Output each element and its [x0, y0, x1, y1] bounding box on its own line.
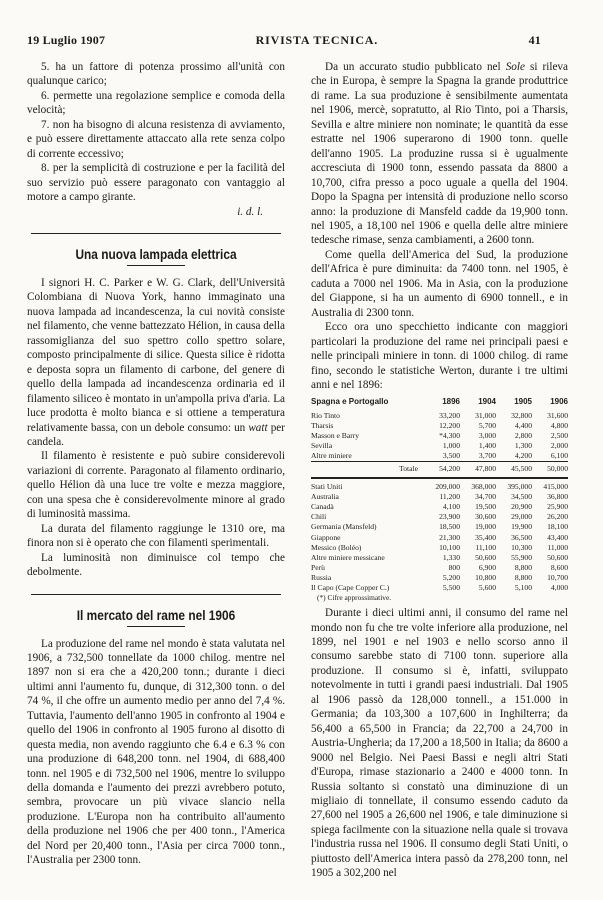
- list-item: 7. non ha bisogno di alcuna resistenza di avviamento, e può essere direttamente attaccato alla rete senza colpo di corrente eccessivo;: [27, 118, 285, 160]
- row-label: Stati Uniti: [311, 478, 424, 492]
- cell-value: 29,000: [511, 512, 532, 522]
- cell-value: 4,400: [514, 420, 532, 430]
- table-row: [311, 411, 568, 421]
- running-head: [27, 33, 541, 48]
- cell-value: *4,300: [439, 430, 460, 440]
- row-label: Chili: [311, 512, 327, 522]
- cell-value: 19,500: [475, 502, 496, 512]
- cell-value: 55,900: [511, 552, 532, 562]
- cell-value: 18,100: [547, 522, 568, 532]
- row-label: Russia: [311, 572, 332, 582]
- row-label: Masson e Barry: [311, 430, 360, 440]
- cell-value: 395,000: [496, 478, 532, 492]
- cell-value: 415,000: [532, 478, 568, 492]
- row-label: Giappone: [311, 532, 341, 542]
- cell-value: 34,700: [475, 492, 496, 502]
- cell-value: 50,600: [475, 552, 496, 562]
- cell-value: 5,100: [514, 583, 532, 593]
- cell-value: 35,400: [475, 532, 496, 542]
- cell-value: 1,400: [478, 440, 496, 450]
- cell-value: 32,800: [511, 410, 532, 420]
- cell-value: 2,000: [550, 440, 568, 450]
- cell-value: 4,100: [442, 502, 460, 512]
- table-row: [311, 478, 568, 492]
- table-row: [311, 512, 568, 522]
- paragraph: Ecco ora uno specchietto indicante con maggiori particolari la produzione del rame nei principali paesi e nelle principali miniere in tonn. di 1000 chilog. di rame fino, secondo le statistiche Werton, durante i tre ultimi anni e nel 1896:: [311, 321, 568, 391]
- italic-term: Sole: [505, 61, 525, 73]
- paragraph: La durata del filamento raggiunge le 1310 ore, ma finora non si è operato che con filamenti sperimentali.: [27, 522, 285, 550]
- cell-value: 23,900: [439, 512, 460, 522]
- cell-value: 33,200: [439, 410, 460, 420]
- table-row: [311, 553, 568, 563]
- table-total-row: [311, 461, 568, 478]
- cell-value: 5,200: [442, 572, 460, 582]
- italic-term: watt: [248, 421, 268, 434]
- cell-value: 47,800: [460, 461, 496, 478]
- paragraph: La luminosità non diminuisce col tempo che debolmente.: [27, 551, 285, 579]
- cell-value: 30,600: [475, 512, 496, 522]
- list-item: 8. per la semplicità di costruzione e per la facilità del suo servizio può essere paragonato con vantaggio al motore a campo girante.: [27, 162, 285, 204]
- cell-value: 54,200: [424, 461, 460, 478]
- table-row: [311, 573, 568, 583]
- table-row: [311, 522, 568, 532]
- author-signature: i. d. l.: [237, 205, 263, 218]
- cell-value: 50,000: [532, 461, 568, 478]
- cell-value: 19,000: [475, 522, 496, 532]
- right-column: [311, 60, 568, 881]
- row-label: Sevilla: [311, 440, 333, 450]
- page-number: 41: [528, 33, 541, 47]
- row-label: Messico (Boléo): [311, 542, 362, 552]
- year-header: 1896: [442, 397, 460, 407]
- row-label: Germania (Mansfeld): [311, 522, 377, 532]
- year-header: 1906: [550, 397, 568, 407]
- cell-value: 5,500: [442, 583, 460, 593]
- paragraph: Come quella dell'America del Sud, la produzione dell'Africa è pure diminuita: da 7400 tonn. nel 1905, è caduta a 7000 nel 1906. Ma in Asia, con la produzione del Giappone, si ha un aumento di 6900 tonnell., e in Australia di 2300 tonn.: [311, 248, 568, 319]
- section-divider: [31, 233, 281, 234]
- left-column: [27, 60, 285, 868]
- paragraph: Durante i dieci ultimi anni, il consumo del rame nel mondo non fu che tre volte inferiore alla produzione, nel 1899, nel 1901 e nel 1903 e nello scorso anno il consumo sarebbe stato di 7100 tonn. superiore alla produzione. Il consumo si è, infatti, sviluppato notevolmente in tutti i grandi paesi industriali. Dal 1905 al 1906 passò da 128,000 tonnell., a 151.000 in Germania; da 103,300 a 107,600 in Inghilterra; da 56,400 a 65,500 in Francia; da 22,700 a 24,700 in Austria-Ungheria; da 17,200 a 18,500 in Italia; da 8600 a 9000 nel Belgio. Nei Paesi Bassi e negli altri Stati d'Europa, rimase stazionario a 2400 e 4000 tonn. In Russia soltanto si constatò una diminuzione di un migliaio di tonnellate, il consumo essendo caduto da 27,600 nel 1905 a 26,600 nel 1906, e tale diminuzione si spiega facilmente con la situazione nella quale si trovava l'industria russa nel 1906. Il consumo degli Stati Uniti, o piuttosto dell'America intera passò da 278,200 tonn, nel 1905 a 302,200 nel: [311, 607, 568, 880]
- cell-value: 34,500: [511, 492, 532, 502]
- paragraph: Da un accurato studio pubblicato nel Sole si rileva che in Europa, è sempre la Spagna la grande produttrice di rame. La sua produzione è sensibilmente aumentata nel 1906, mercè, sopratutto, al Rio Tinto, poi a Tharsis, Sevilla e altre miniere non nominate; le quantità da esse estratte nel 1906 superarono di 1900 tonn. quelle dell'anno 1905. La produzine russa si è ugualmente accresciuta di 1900 tonn, essendo passata da 8800 a 10,700, cifra presso a poco uguale a quella del 1904. Dopo la Spagna per intensità di produzione nello scorso anno: la produzione di Mansfeld cadde da 19,900 tonn. nel 1905, a 18,100 nel 1906 e quella delle altre miniere tedesche rimase, senza cambiamenti, a 2600 tonn.: [311, 61, 568, 247]
- cell-value: 10,800: [475, 572, 496, 582]
- table-row: [311, 543, 568, 553]
- cell-value: 8,800: [514, 562, 532, 572]
- cell-value: 3,700: [478, 450, 496, 460]
- cell-value: 4,800: [550, 420, 568, 430]
- cell-value: 5,600: [478, 583, 496, 593]
- list-item: 5. ha un fattore di potenza prossimo all'unità con qualunque carico;: [27, 61, 285, 88]
- cell-value: 43,400: [547, 532, 568, 542]
- cell-value: 45,500: [496, 461, 532, 478]
- list-item: 6. permette una regolazione semplice e comoda della velocità;: [27, 89, 285, 117]
- table-row: [311, 451, 568, 462]
- row-label: Canadà: [311, 502, 334, 512]
- cell-value: 25,900: [547, 502, 568, 512]
- cell-value: 5,700: [478, 420, 496, 430]
- row-label: Il Capo (Cape Copper C.): [311, 583, 390, 593]
- cell-value: 11,100: [475, 542, 496, 552]
- table-row: [311, 441, 568, 451]
- cell-value: 36,500: [511, 532, 532, 542]
- cell-value: 8,600: [550, 562, 568, 572]
- row-label: Tharsis: [311, 420, 334, 430]
- cell-value: 2,500: [550, 430, 568, 440]
- cell-value: 31,000: [475, 410, 496, 420]
- table-header-row: [311, 397, 568, 410]
- cell-value: 31,600: [547, 410, 568, 420]
- table-row: [311, 421, 568, 431]
- cell-value: 11,200: [439, 492, 460, 502]
- cell-value: 209,000: [424, 478, 460, 492]
- cell-value: 18,500: [439, 522, 460, 532]
- cell-value: 19,900: [511, 522, 532, 532]
- table-row: [311, 431, 568, 441]
- cell-value: 368,000: [460, 478, 496, 492]
- cell-value: 1,000: [442, 440, 460, 450]
- cell-value: 36,800: [547, 492, 568, 502]
- cell-value: 10,100: [439, 542, 460, 552]
- cell-value: 10,700: [547, 572, 568, 582]
- title-underline: [127, 265, 185, 266]
- cell-value: 800: [448, 562, 460, 572]
- cell-value: 2,800: [514, 430, 532, 440]
- article-title-copper: Il mercato del rame nel 1906: [76, 607, 236, 623]
- paragraph: Il filamento è resistente e può subire considerevoli variazioni di corrente. Paragonato al filamento ordinario, quello Hélion dà una luce tre volte e mezza maggiore, con una spesa che è considerevolmente minore al grado di luminosità massima.: [27, 450, 285, 521]
- journal-title: RIVISTA TECNICA.: [255, 33, 379, 47]
- cell-value: 50,600: [547, 552, 568, 562]
- cell-value: 1,330: [442, 552, 460, 562]
- row-label: Totale: [311, 461, 424, 478]
- cell-value: 1,300: [514, 440, 532, 450]
- table-footnote: (*) Cifre approssimative.: [317, 593, 392, 603]
- issue-date: 19 Luglio 1907: [27, 33, 106, 47]
- table-row: [311, 583, 568, 593]
- table-row: [311, 563, 568, 573]
- cell-value: 12,200: [439, 420, 460, 430]
- cell-value: 10,300: [511, 542, 532, 552]
- cell-value: 8,800: [514, 572, 532, 582]
- table-row: [311, 492, 568, 502]
- cell-value: 6,900: [478, 562, 496, 572]
- row-label: Altre miniere: [311, 450, 352, 460]
- cell-value: 3,000: [478, 430, 496, 440]
- row-label: Australia: [311, 492, 339, 502]
- cell-value: 21,300: [439, 532, 460, 542]
- cell-value: 3,500: [442, 450, 460, 460]
- table-header-label: Spagna e Portogallo: [311, 397, 389, 407]
- cell-value: 20,900: [511, 502, 532, 512]
- cell-value: 4,200: [514, 450, 532, 460]
- row-label: Perù: [311, 562, 325, 572]
- title-underline: [127, 626, 185, 627]
- section-divider: [31, 594, 281, 595]
- paragraph: La produzione del rame nel mondo è stata valutata nel 1906, a 732,500 tonnellate da 1000 chilog. mentre nel 1897 non si era che a 420,200 tonn.; durante i dieci ultimi anni l'aumento fu, dunque, di 312,300 tonn. o del 74 %, il che offre un aumento medio per anno del 7,4 %. Tuttavia, l'aumento dell'anno 1905 in confronto al 1904 e quello del 1906 in confronto al 1905 furono al disotto di questa media, non avendo raggiunto che 6.4 e 6.3 % con una produzione di 648,200 tonn. nel 1904, di 688,400 tonn. nel 1905 e di 732,500 nel 1906, mentre lo sviluppo della domanda e l'aumento dei prezzi avrebbero potuto, sembra, provocare un più vivace slancio nella produzione. L'Europa non ha contribuito all'aumento della produzione nel 1906 che per 400 tonn., l'America del Nord per 20,400 tonn., l'Asia per circa 7000 tonn., l'Australia per 2300 tonn.: [27, 637, 285, 867]
- cell-value: 11,000: [547, 542, 568, 552]
- cell-value: 26,200: [547, 512, 568, 522]
- article-title-lamp: Una nuova lampada elettrica: [75, 246, 237, 262]
- row-label: Altre miniere messicane: [311, 552, 385, 562]
- year-header: 1905: [514, 397, 532, 407]
- cell-value: 4,000: [550, 583, 568, 593]
- paragraph: I signori H. C. Parker e W. G. Clark, dell'Università Colombiana di Nuova York, hanno immaginato una nuova lampada ad incandescenza, la cui novità consiste nel filamento, che venne battezzato Hélion, in causa della rassomiglianza del suo spettro collo spettro solare, composto principalmente di silice. Questa silice è ridotta e deposta sopra un filamento di carbone, del genere di quello della lampada ad incandescenza ordinaria ed il filamento siliceo è montato in un'ampolla priva d'aria. La luce prodotta è molto bianca e si ottiene a temperatura relativamente bassa, con un debole consumo: un watt per candela.: [27, 276, 285, 448]
- table-row: [311, 533, 568, 543]
- row-label: Rio Tinto: [311, 410, 340, 420]
- table-row: [311, 502, 568, 512]
- year-header: 1904: [478, 397, 496, 407]
- copper-production-table: [311, 397, 568, 593]
- cell-value: 6,100: [550, 450, 568, 460]
